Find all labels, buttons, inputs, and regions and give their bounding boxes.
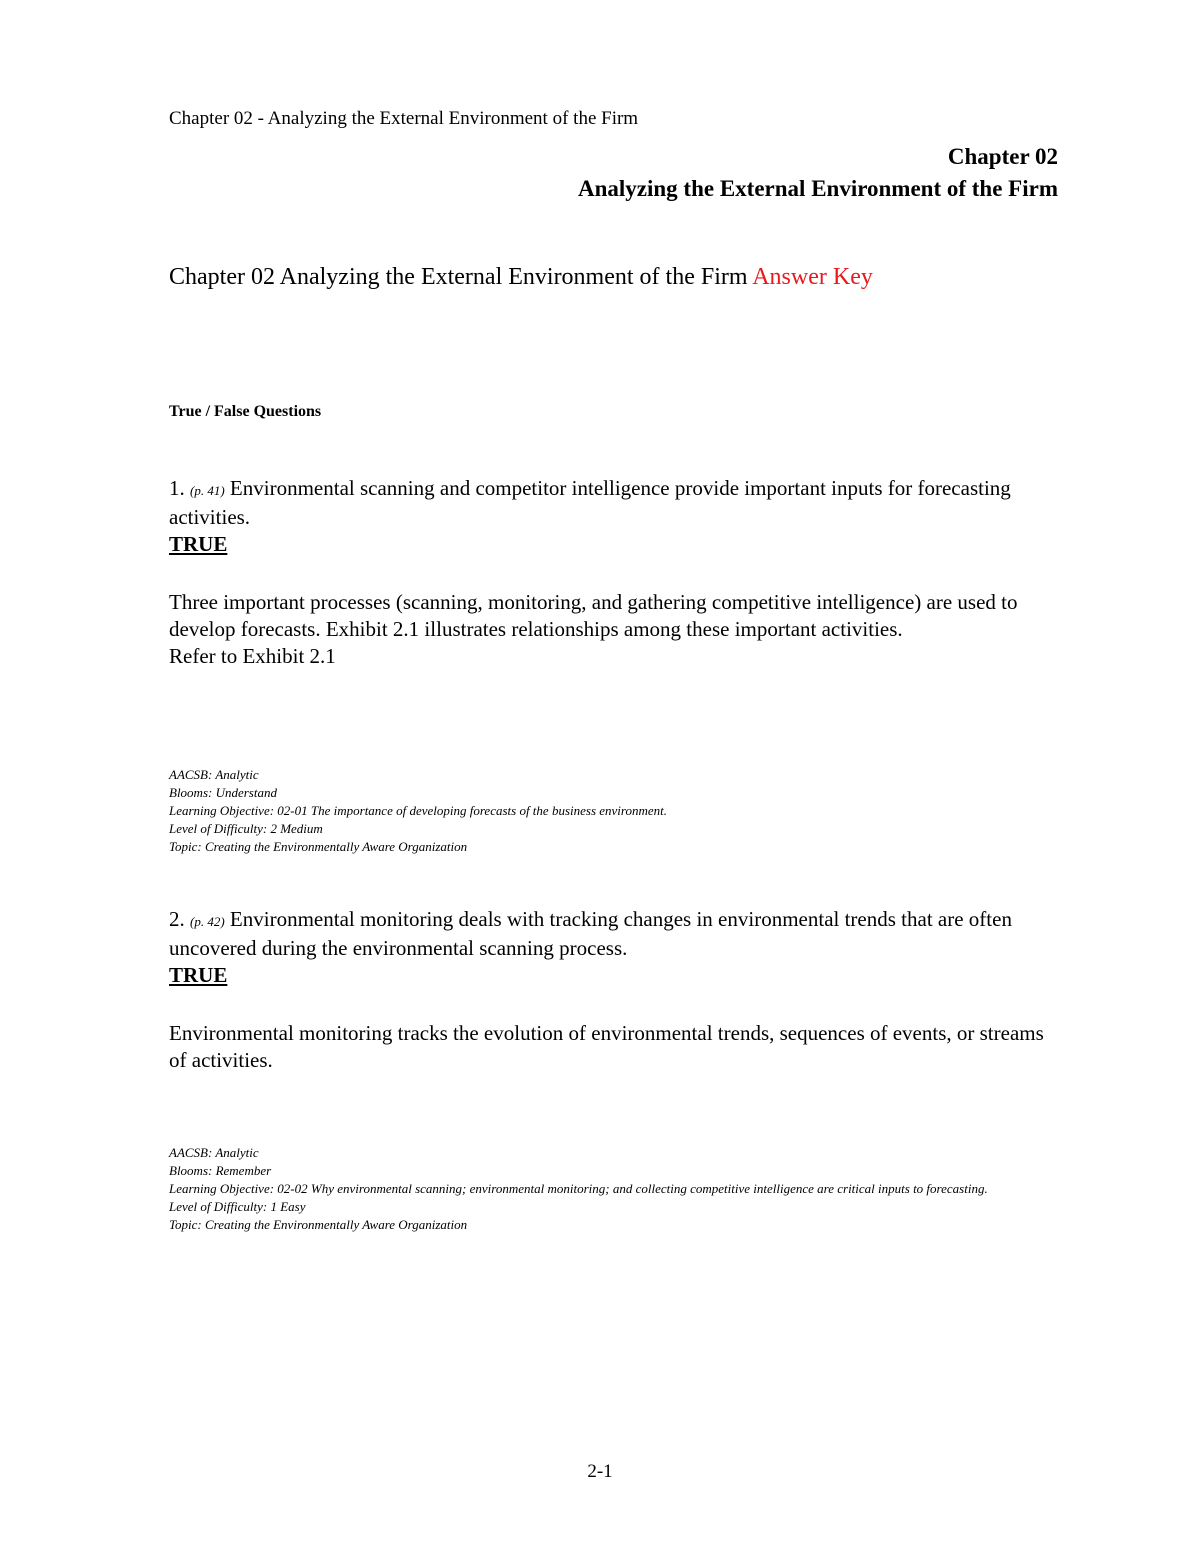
- question-1-reference: Refer to Exhibit 2.1: [169, 644, 336, 668]
- question-1: [169, 475, 1059, 670]
- meta-difficulty: Level of Difficulty: 2 Medium: [169, 821, 323, 836]
- chapter-number: Chapter 02: [947, 144, 1058, 169]
- answer-key-heading-prefix: Chapter 02 Analyzing the External Environment of the Firm: [169, 264, 748, 290]
- question-1-stem: [169, 475, 1059, 531]
- answer-key-heading: [169, 264, 873, 291]
- question-2-text: Environmental monitoring deals with tracking changes in environmental trends that are often uncovered during the environmental scanning process.: [169, 907, 1012, 960]
- question-1-number: 1.: [169, 476, 185, 500]
- running-header: Chapter 02 - Analyzing the External Environment of the Firm: [169, 108, 639, 129]
- answer-key-label: Answer Key: [752, 264, 873, 290]
- chapter-title: Analyzing the External Environment of the Firm: [578, 176, 1058, 201]
- section-label: True / False Questions: [169, 403, 322, 420]
- meta-learning-objective: Learning Objective: 02-02 Why environmental scanning; environmental monitoring; and collecting competitive intelligence are critical inputs to forecasting.: [169, 1181, 988, 1196]
- question-1-answer: TRUE: [169, 532, 228, 556]
- question-2-answer: TRUE: [169, 963, 228, 987]
- question-1-meta: [169, 766, 1049, 856]
- question-2-meta: [169, 1144, 1049, 1234]
- question-1-explanation: Three important processes (scanning, monitoring, and gathering competitive intelligence) are used to develop forecasts. Exhibit 2.1 illustrates relationships among these important activities.: [169, 590, 1018, 641]
- question-1-text: Environmental scanning and competitor intelligence provide important inputs for forecasting activities.: [169, 476, 1011, 529]
- question-2: [169, 906, 1059, 1074]
- meta-learning-objective: Learning Objective: 02-01 The importance of developing forecasts of the business environment.: [169, 803, 667, 818]
- question-2-explanation: Environmental monitoring tracks the evolution of environmental trends, sequences of events, or streams of activities.: [169, 1021, 1044, 1072]
- meta-difficulty: Level of Difficulty: 1 Easy: [169, 1199, 306, 1214]
- meta-topic: Topic: Creating the Environmentally Aware Organization: [169, 1217, 468, 1232]
- meta-aacsb: AACSB: Analytic: [169, 1145, 259, 1160]
- question-2-stem: [169, 906, 1059, 962]
- meta-blooms: Blooms: Understand: [169, 785, 277, 800]
- question-1-page-ref: (p. 41): [190, 483, 225, 498]
- question-2-number: 2.: [169, 907, 185, 931]
- meta-blooms: Blooms: Remember: [169, 1163, 272, 1178]
- meta-topic: Topic: Creating the Environmentally Aware Organization: [169, 839, 468, 854]
- question-2-page-ref: (p. 42): [190, 914, 225, 929]
- page-number: 2-1: [587, 1461, 613, 1482]
- meta-aacsb: AACSB: Analytic: [169, 767, 259, 782]
